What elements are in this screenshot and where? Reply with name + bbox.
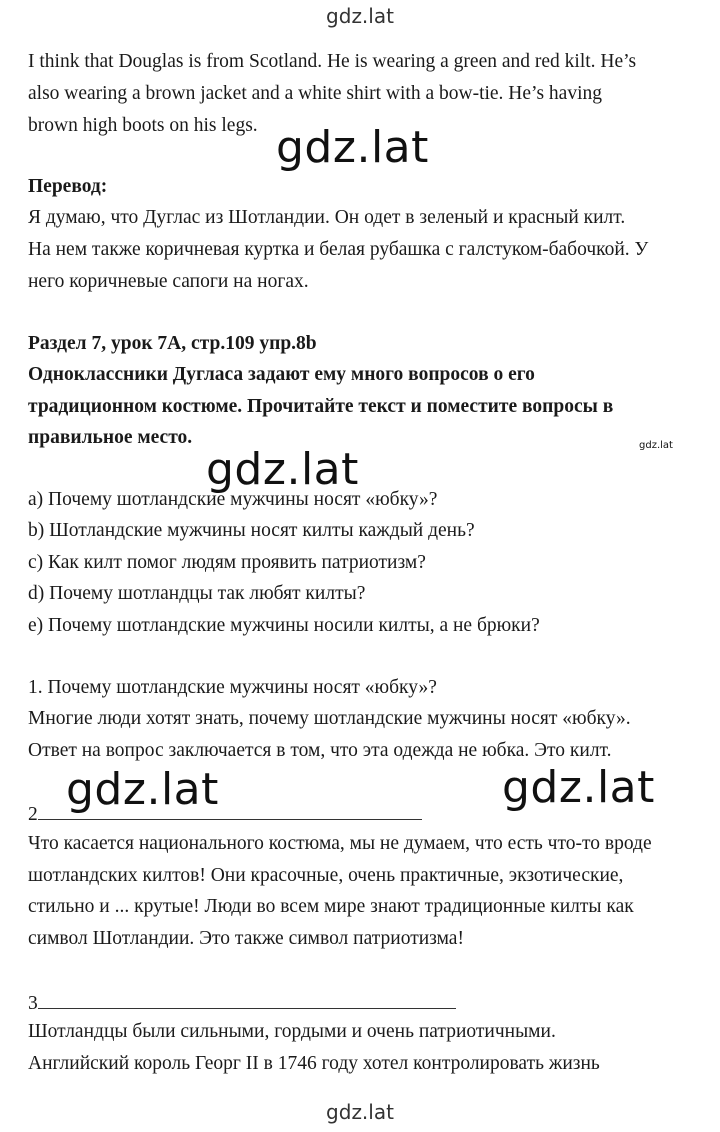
watermark-large: gdz.lat (206, 444, 359, 495)
answer-3-line: Шотландцы были сильными, гордыми и очень патриотичными. (28, 1021, 556, 1042)
watermark-large: gdz.lat (66, 764, 219, 815)
task-line: правильное место. (28, 427, 193, 448)
answer-3-line: Английский король Георг II в 1746 году хотел контролировать жизнь (28, 1053, 600, 1074)
answer-3-number: 3 (28, 993, 38, 1014)
watermark-large: gdz.lat (502, 762, 655, 813)
question-item: b) Шотландские мужчины носят килты каждый день? (28, 520, 475, 541)
task-line: традиционном костюме. Прочитайте текст и поместите вопросы в (28, 396, 614, 417)
translation-line: На нем также коричневая куртка и белая рубашка с галстуком-бабочкой. У (28, 239, 649, 260)
answer-2-line: стильно и ... крутые! Люди во всем мире знают традиционные килты как (28, 896, 634, 917)
question-item: e) Почему шотландские мужчины носили килты, а не брюки? (28, 615, 540, 636)
watermark-large: gdz.lat (276, 122, 429, 173)
answer-2-blank (28, 802, 422, 825)
english-line: brown high boots on his legs. (28, 115, 258, 136)
translation-line: него коричневые сапоги на ногах. (28, 271, 309, 292)
answer-2-line: шотландских килтов! Они красочные, очень практичные, экзотические, (28, 865, 624, 886)
english-line: also wearing a brown jacket and a white shirt with a bow-tie. He’s having (28, 83, 603, 104)
task-line: Одноклассники Дугласа задают ему много вопросов о его (28, 364, 535, 385)
answer-blank-line (38, 991, 456, 1009)
question-item: c) Как килт помог людям проявить патриотизм? (28, 552, 426, 573)
answer-2-line: Что касается национального костюма, мы не думаем, что есть что-то вроде (28, 833, 652, 854)
english-line: I think that Douglas is from Scotland. He is wearing a green and red kilt. He’s (28, 51, 637, 72)
answer-2-line: символ Шотландии. Это также символ патриотизма! (28, 928, 464, 949)
question-item: d) Почему шотландцы так любят килты? (28, 583, 366, 604)
watermark-small: gdz.lat (639, 440, 673, 451)
translation-line: Я думаю, что Дуглас из Шотландии. Он одет в зеленый и красный килт. (28, 207, 626, 228)
answer-blank-line (38, 802, 422, 820)
question-item: a) Почему шотландские мужчины носят «юбку»? (28, 489, 438, 510)
translation-heading: Перевод: (28, 176, 108, 197)
answer-2-number: 2 (28, 804, 38, 825)
answer-1-heading: 1. Почему шотландские мужчины носят «юбку»? (28, 677, 437, 698)
answer-1-line: Ответ на вопрос заключается в том, что эта одежда не юбка. Это килт. (28, 740, 612, 761)
section-heading: Раздел 7, урок 7А, стр.109 упр.8b (28, 333, 317, 354)
answer-1-line: Многие люди хотят знать, почему шотландские мужчины носят «юбку». (28, 708, 631, 729)
watermark-top: gdz.lat (326, 4, 394, 28)
answer-3-blank (28, 991, 456, 1014)
watermark-bottom: gdz.lat (326, 1100, 394, 1124)
